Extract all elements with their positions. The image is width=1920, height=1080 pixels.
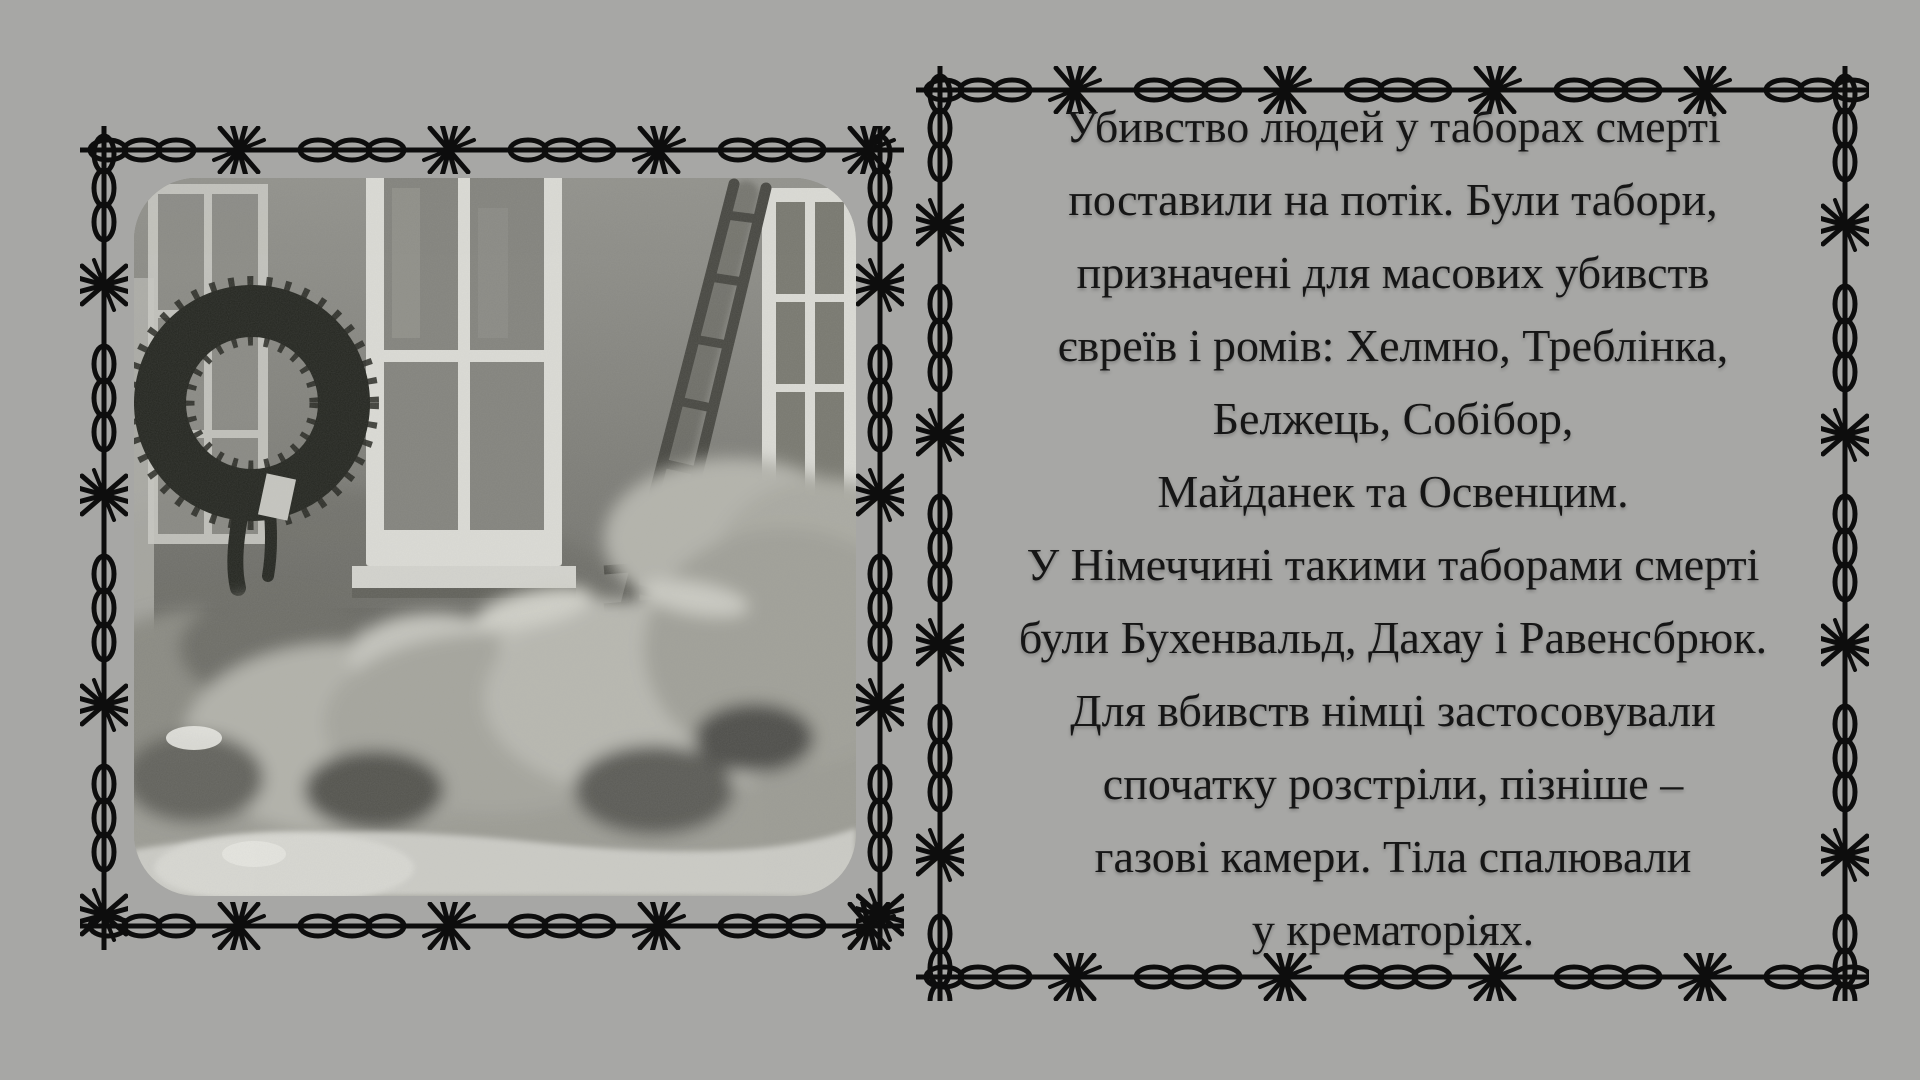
barbed-wire-text-frame-right [1821,66,1869,1001]
caption-line: Майданек та Освенцим. [1157,466,1629,517]
film-grain-overlay [134,178,856,896]
caption-line: євреїв і ромів: Хелмно, Треблінка, [1057,320,1729,371]
caption-line: поставили на потік. Були табори, [1068,174,1718,225]
caption-line: спочатку розстріли, пізніше – [1102,758,1684,809]
caption-line: У Німеччині такими таборами смерті [1026,539,1760,590]
historical-photo [134,178,856,896]
caption-line: були Бухенвальд, Дахау і Равенсбрюк. [1018,612,1768,663]
barbed-wire-photo-frame-right [856,126,904,950]
caption-panel [958,90,1828,966]
caption-line: у крематоріях. [1251,904,1535,955]
caption-line: Убивство людей у таборах смерті [1065,101,1721,152]
caption-line: Для вбивств німці застосовували [1070,685,1716,736]
caption-line: газові камери. Тіла спалювали [1094,831,1692,882]
caption-line: призначені для масових убивств [1076,247,1710,298]
barbed-wire-photo-frame-top [80,126,904,174]
barbed-wire-photo-frame-bottom [80,902,904,950]
caption-line: Белжець, Собібор, [1212,393,1574,444]
barbed-wire-text-frame-left [916,66,964,1001]
barbed-wire-photo-frame-left [80,126,128,950]
